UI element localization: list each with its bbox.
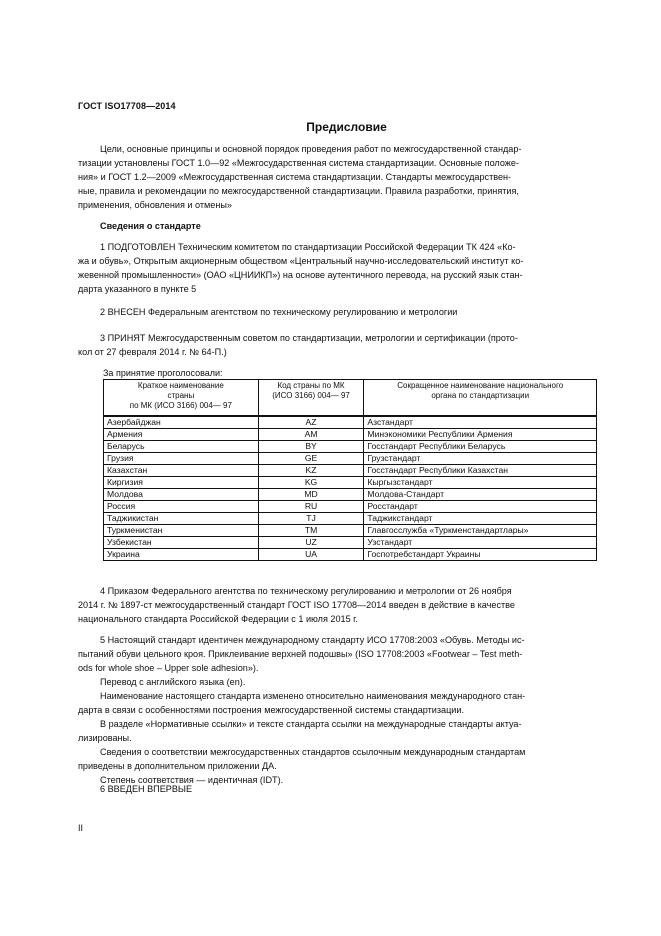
country-cell: Украина — [104, 549, 259, 561]
item-6: 6 ВВЕДЕН ВПЕРВЫЕ — [100, 784, 193, 794]
code-cell: RU — [258, 501, 364, 513]
item-5-line: пытаний обуви цельного кроя. Приклеивание верхней подошвы» (ISO 17708:2003 «Footwear – Test meth- — [78, 649, 523, 659]
item-5-degree: Степень соответствия — идентичная (IDT). — [100, 775, 284, 785]
country-cell: Казахстан — [104, 465, 259, 477]
item-3 — [78, 331, 586, 359]
intro-line: ния» и ГОСТ 1.2—2009 «Межгосударственная система стандартизации. Стандарты межгосударствен- — [78, 172, 512, 182]
intro-line: тизации установлены ГОСТ 1.0—92 «Межгосударственная система стандартизации. Основные положе- — [78, 158, 519, 168]
body-cell: Госпотребстандарт Украины — [364, 549, 597, 561]
item-3-line: кол от 27 февраля 2014 г. № 64-П.) — [78, 347, 227, 357]
item-4 — [78, 584, 586, 626]
code-cell: GE — [258, 453, 364, 465]
body-cell: Таджикстандарт — [364, 513, 597, 525]
header-country: Краткое наименование страны по МК (ИСО 3166) 004— 97 — [104, 380, 259, 417]
body-cell: Росстандарт — [364, 501, 597, 513]
table-row — [104, 416, 597, 429]
item-1-line: жевенной промышленности» (ОАО «ЦНИИКП») на основе аутентичного перевода, на русский язык стан- — [78, 270, 523, 280]
section-subtitle: Сведения о стандарте — [100, 221, 201, 231]
country-cell: Таджикистан — [104, 513, 259, 525]
body-cell: Госстандарт Республики Казахстан — [364, 465, 597, 477]
item-5-refs-line: В разделе «Нормативные ссылки» и тексте стандарта ссылки на международные стандарты актуа- — [100, 719, 522, 729]
code-cell: UZ — [258, 537, 364, 549]
country-cell: Киргизия — [104, 477, 259, 489]
body-cell: Узстандарт — [364, 537, 597, 549]
country-cell: Узбекистан — [104, 537, 259, 549]
header-body: Сокращенное наименование национального органа по стандартизации — [364, 380, 597, 417]
table-row — [104, 477, 597, 489]
table-row — [104, 513, 597, 525]
table-row — [104, 525, 597, 537]
item-5-line: ods for whole shoe – Upper sole adhesion»). — [78, 663, 259, 673]
code-cell: AZ — [258, 416, 364, 429]
page-title: Предисловие — [306, 120, 387, 134]
item-5-name-line: Наименование настоящего стандарта изменено относительно наименования международного стан- — [100, 691, 526, 701]
item-4-line: национального стандарта Российской Федерации с 1 июля 2015 г. — [78, 614, 358, 624]
code-cell: UA — [258, 549, 364, 561]
table-row — [104, 429, 597, 441]
code-cell: KZ — [258, 465, 364, 477]
code-cell: TJ — [258, 513, 364, 525]
item-5-lang: Перевод с английского языка (en). — [100, 677, 246, 687]
body-cell: Главгосслужба «Туркменстандартлары» — [364, 525, 597, 537]
item-5-line: 5 Настоящий стандарт идентичен международному стандарту ИСО 17708:2003 «Обувь. Методы ис- — [100, 635, 525, 645]
body-cell: Молдова-Стандарт — [364, 489, 597, 501]
item-2: 2 ВНЕСЕН Федеральным агентством по техническому регулированию и метрологии — [100, 307, 458, 317]
body-cell: Грузстандарт — [364, 453, 597, 465]
item-3-line: 3 ПРИНЯТ Межгосударственным советом по стандартизации, метрологии и сертификации (прото- — [100, 333, 518, 343]
item-1-line: 1 ПОДГОТОВЛЕН Техническим комитетом по стандартизации Российской Федерации ТК 424 «Ко- — [100, 242, 516, 252]
header-code: Код страны по МК (ИСО 3166) 004— 97 — [258, 380, 364, 417]
intro-line: Цели, основные принципы и основной порядок проведения работ по межгосударственной стандар- — [100, 144, 522, 154]
country-cell: Молдова — [104, 489, 259, 501]
body-cell: Азстандарт — [364, 416, 597, 429]
country-cell: Беларусь — [104, 441, 259, 453]
body-cell: Госстандарт Республики Беларусь — [364, 441, 597, 453]
country-cell: Россия — [104, 501, 259, 513]
country-cell: Азербайджан — [104, 416, 259, 429]
table-row — [104, 501, 597, 513]
code-cell: TM — [258, 525, 364, 537]
body-cell: Минэкономики Республики Армения — [364, 429, 597, 441]
table-header-row — [104, 380, 597, 417]
item-1 — [78, 240, 586, 296]
item-5-name-line: дарта в связи с особенностями построения межгосударственной системы стандартизации. — [78, 705, 464, 715]
code-cell: MD — [258, 489, 364, 501]
table-row — [104, 453, 597, 465]
country-cell: Грузия — [104, 453, 259, 465]
country-cell: Армения — [104, 429, 259, 441]
item-5-refs-line: лизированы. — [78, 733, 132, 743]
body-cell: Кыргызстандарт — [364, 477, 597, 489]
item-5-info-line: Сведения о соответствии межгосударственных стандартов ссылочным международным стандартам — [100, 747, 526, 757]
code-cell: AM — [258, 429, 364, 441]
table-row — [104, 537, 597, 549]
page-number: II — [78, 823, 84, 833]
country-cell: Туркменистан — [104, 525, 259, 537]
document-code: ГОСТ ISO17708—2014 — [78, 101, 176, 111]
table-row — [104, 441, 597, 453]
item-5-info-line: приведены в дополнительном приложении ДА. — [78, 761, 277, 771]
table-row — [104, 465, 597, 477]
item-4-line: 4 Приказом Федерального агентства по техническому регулированию и метрологии от 26 ноября — [100, 586, 512, 596]
item-1-line: жа и обувь», Открытым акционерным обществом «Центральный научно-исследовательский институт ко- — [78, 256, 524, 266]
intro-line: применения, обновления и отмены» — [78, 200, 232, 210]
table-row — [104, 549, 597, 561]
code-cell: BY — [258, 441, 364, 453]
item-4-line: 2014 г. № 1897-ст межгосударственный стандарт ГОСТ ISO 17708—2014 введен в действие в качестве — [78, 600, 515, 610]
item-5 — [78, 633, 586, 787]
item-1-line: дарта указанного в пункте 5 — [78, 284, 197, 294]
table-caption: За принятие проголосовали: — [103, 368, 223, 378]
voting-table — [103, 379, 597, 561]
code-cell: KG — [258, 477, 364, 489]
intro-paragraph — [78, 142, 586, 212]
table-row — [104, 489, 597, 501]
intro-line: ные, правила и рекомендации по межгосударственной стандартизации. Правила разработки, принятия, — [78, 186, 519, 196]
